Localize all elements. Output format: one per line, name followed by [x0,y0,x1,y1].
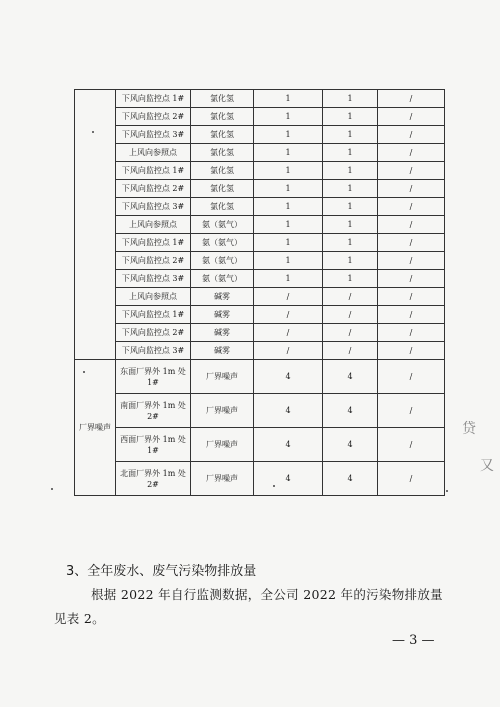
value-cell: 1 [254,90,323,108]
page-number: — 3 — [392,633,435,648]
value-cell: 1 [323,270,378,288]
pollutant-cell: 氯化氢 [191,90,254,108]
pollutant-cell: 氯化氢 [191,180,254,198]
section-heading: 3、全年废水、废气污染物排放量 [66,564,257,579]
monitoring-point-cell: 下风向监控点 1# [116,90,191,108]
table-row [75,198,445,216]
table-row [75,394,445,428]
monitoring-point-cell: 上风向参照点 [116,288,191,306]
pollutant-cell: 氯化氢 [191,162,254,180]
monitoring-point-cell: 下风向监控点 1# [116,162,191,180]
value-cell: / [378,252,445,270]
value-cell: 1 [254,216,323,234]
pollutant-cell: 厂界噪声 [191,428,254,462]
pollutant-cell: 氨（氨气） [191,216,254,234]
value-cell: 4 [254,394,323,428]
monitoring-point-cell: 下风向监控点 3# [116,270,191,288]
value-cell: / [323,342,378,360]
monitoring-point-cell: 下风向监控点 2# [116,252,191,270]
pollutant-cell: 碱雾 [191,342,254,360]
table-row [75,252,445,270]
margin-mark: 贷 [462,421,476,437]
pollutant-cell: 氯化氢 [191,108,254,126]
scan-speck [83,371,85,373]
monitoring-table-body [75,90,445,496]
value-cell: 1 [323,216,378,234]
value-cell: / [378,180,445,198]
table-row [75,144,445,162]
table-row [75,462,445,496]
value-cell: / [378,126,445,144]
value-cell: 1 [323,180,378,198]
value-cell: 1 [254,252,323,270]
value-cell: / [378,108,445,126]
monitoring-point-cell: 东面厂界外 1m 处 1# [116,360,191,394]
value-cell: 1 [323,252,378,270]
value-cell: / [378,90,445,108]
value-cell: 4 [323,394,378,428]
value-cell: / [378,216,445,234]
value-cell: 1 [323,126,378,144]
value-cell: / [254,306,323,324]
value-cell: 4 [254,462,323,496]
value-cell: / [378,162,445,180]
monitoring-point-cell: 上风向参照点 [116,144,191,162]
table-row [75,90,445,108]
monitoring-point-cell: 下风向监控点 1# [116,234,191,252]
monitoring-point-cell: 下风向监控点 1# [116,306,191,324]
value-cell: / [323,306,378,324]
value-cell: 1 [323,108,378,126]
pollutant-cell: 氯化氢 [191,198,254,216]
body-paragraph: 根据 2022 年自行监测数据，全公司 2022 年的污染物排放量见表 2。 [54,587,443,626]
value-cell: 1 [254,180,323,198]
monitoring-point-cell: 南面厂界外 1m 处 2# [116,394,191,428]
category-cell-empty [75,90,116,360]
table-row [75,324,445,342]
table-row [75,180,445,198]
value-cell: 4 [254,428,323,462]
pollutant-cell: 氨（氨气） [191,234,254,252]
monitoring-point-cell: 西面厂界外 1m 处 1# [116,428,191,462]
value-cell: / [323,324,378,342]
value-cell: 4 [323,462,378,496]
value-cell: 1 [254,126,323,144]
value-cell: / [378,428,445,462]
pollutant-cell: 厂界噪声 [191,462,254,496]
monitoring-point-cell: 北面厂界外 1m 处 2# [116,462,191,496]
value-cell: 1 [323,144,378,162]
table-row [75,428,445,462]
value-cell: / [378,462,445,496]
table-row [75,234,445,252]
scan-speck [446,490,448,492]
table-row [75,306,445,324]
value-cell: 1 [323,90,378,108]
value-cell: 1 [254,234,323,252]
value-cell: 1 [254,108,323,126]
monitoring-point-cell: 下风向监控点 3# [116,126,191,144]
monitoring-point-cell: 上风向参照点 [116,216,191,234]
monitoring-point-cell: 下风向监控点 2# [116,324,191,342]
pollutant-cell: 碱雾 [191,288,254,306]
pollutant-cell: 厂界噪声 [191,394,254,428]
table-row [75,162,445,180]
monitoring-point-cell: 下风向监控点 2# [116,180,191,198]
pollutant-cell: 氨（氨气） [191,252,254,270]
value-cell: / [254,288,323,306]
value-cell: 1 [254,144,323,162]
scan-speck [51,488,53,490]
value-cell: / [254,342,323,360]
value-cell: / [254,324,323,342]
table-row [75,108,445,126]
monitoring-point-cell: 下风向监控点 3# [116,342,191,360]
value-cell: / [378,234,445,252]
monitoring-point-cell: 下风向监控点 2# [116,108,191,126]
value-cell: / [378,324,445,342]
value-cell: 4 [323,360,378,394]
table-row [75,270,445,288]
margin-mark: 又 [480,458,494,474]
noise-category-cell: 厂界噪声 [75,360,116,496]
value-cell: / [378,360,445,394]
value-cell: 4 [323,428,378,462]
table-row [75,342,445,360]
value-cell: 1 [323,198,378,216]
table-row [75,216,445,234]
value-cell: / [323,288,378,306]
monitoring-point-cell: 下风向监控点 3# [116,198,191,216]
scan-speck [92,131,94,133]
value-cell: / [378,342,445,360]
pollutant-cell: 氨（氨气） [191,270,254,288]
value-cell: / [378,288,445,306]
value-cell: / [378,144,445,162]
table-row [75,126,445,144]
value-cell: 1 [254,162,323,180]
scan-speck [273,485,275,487]
value-cell: 1 [323,234,378,252]
table-row [75,360,445,394]
pollutant-cell: 厂界噪声 [191,360,254,394]
pollutant-cell: 碱雾 [191,306,254,324]
value-cell: / [378,198,445,216]
value-cell: / [378,394,445,428]
value-cell: / [378,270,445,288]
value-cell: 1 [254,198,323,216]
pollutant-cell: 碱雾 [191,324,254,342]
table-row [75,288,445,306]
value-cell: / [378,306,445,324]
value-cell: 1 [254,270,323,288]
value-cell: 1 [323,162,378,180]
pollutant-cell: 氯化氢 [191,144,254,162]
value-cell: 4 [254,360,323,394]
pollutant-cell: 氯化氢 [191,126,254,144]
monitoring-table [74,89,445,496]
